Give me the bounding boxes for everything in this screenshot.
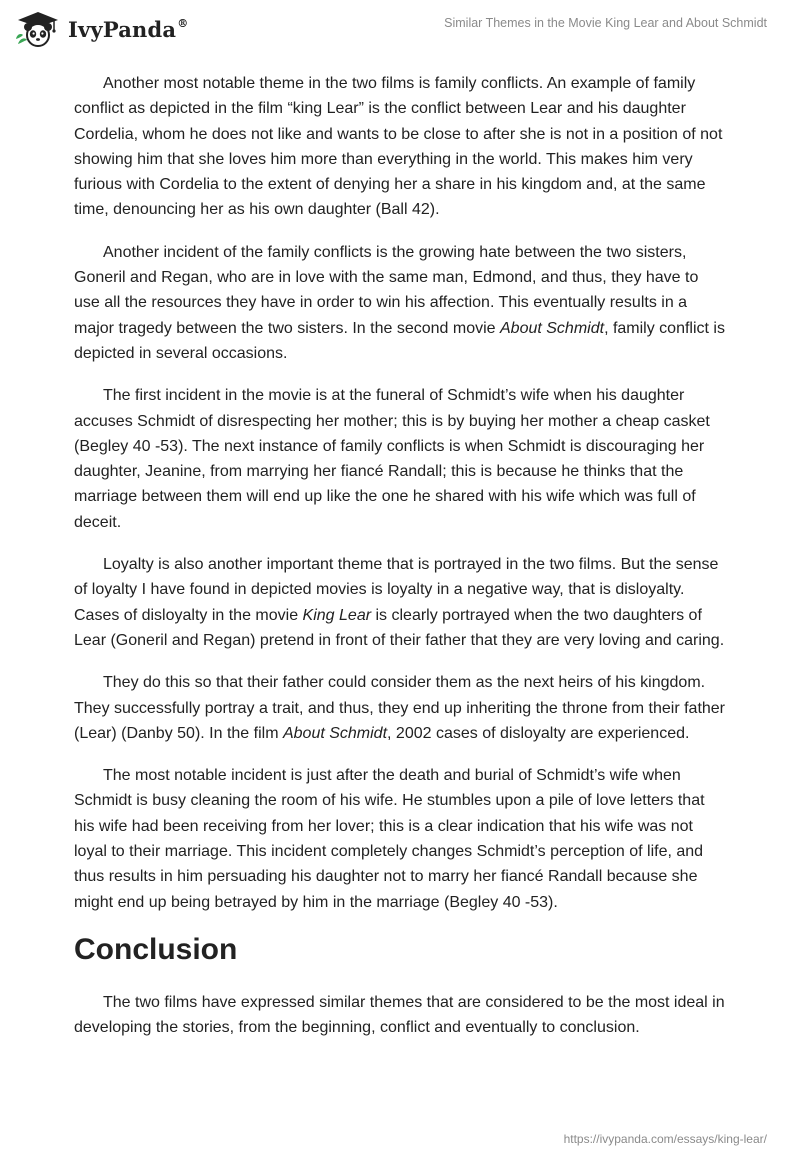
film-title-italic: King Lear — [302, 606, 372, 624]
text-run: , family conflict is depicted in several occasions. — [74, 319, 725, 362]
page-header — [0, 0, 800, 64]
brand-name — [68, 17, 188, 42]
text-run: , 2002 cases of disloyalty are experienced. — [387, 724, 690, 742]
text-run: Another incident of the family conflicts is the growing hate between the two sisters, Goneril and Regan, who are in love with the same man, Edmond, and thus, they have to use all the resources they have in order to win his affection. This eventually results in a major tragedy between the two sisters. In the second movie — [74, 243, 699, 337]
source-url-link[interactable]: https://ivypanda.com/essays/king-lear/ — [563, 1132, 767, 1146]
text-run: They do this so that their father could consider them as the next heirs of his kingdom. They successfully portray a trait, and thus, they end up inheriting the throne from their father (Lear) (Danby 50). In the film — [74, 674, 726, 742]
film-title-italic: About Schmidt — [282, 724, 388, 742]
film-title-italic: About Schmidt — [500, 319, 605, 337]
paragraph-family-conflicts: Another most notable theme in the two films is family conflicts. An example of family conflict as depicted in the film “king Lear” is the conflict between Lear and his daughter Cordelia, whom he does not like and wants to be close to after she is not in a position of not showing him that she loves him more than everything in the world. This makes him very furious with Cordelia to the extent of denying her a share in his kingdom and, at the same time, denouncing her as his own daughter (Ball 42). — [74, 75, 723, 219]
panda-graduate-icon — [14, 10, 62, 48]
text-run: is clearly portrayed when the two daughters of Lear (Goneril and Regan) pretend in front of their father that they are very loving and caring. — [74, 606, 725, 649]
paragraph-funeral-incident: The first incident in the movie is at the funeral of Schmidt’s wife when his daughter accuses Schmidt of disrespecting her mother; this is by buying her mother a cheap casket (Begley 40 -53). The next instance of family conflicts is when Schmidt is discouraging her daughter, Jeanine, from marrying her fiancé Randall; this is because he thinks that the marriage between them will end up like the one he shared with his wife which was full of deceit. — [74, 387, 710, 531]
paragraph-conclusion: The two films have expressed similar themes that are considered to be the most ideal in developing the stories, from the beginning, conflict and eventually to conclusion. — [74, 993, 725, 1037]
document-title: Similar Themes in the Movie King Lear and About Schmidt — [444, 16, 767, 30]
brand-text: IvyPanda — [68, 16, 177, 42]
brand-logo[interactable] — [14, 10, 188, 48]
paragraph-heirs — [74, 670, 726, 746]
paragraph-sisters-conflict — [74, 240, 726, 366]
text-run: Loyalty is also another important theme that is portrayed in the two films. But the sense of loyalty I have found in depicted movies is loyalty in a negative way, that is disloyalty. Cases of disloyalty in the movie — [74, 556, 719, 624]
conclusion-heading: Conclusion — [74, 932, 238, 966]
paragraph-loyalty — [74, 552, 726, 653]
paragraph-love-letters: The most notable incident is just after the death and burial of Schmidt’s wife when Schmidt is busy cleaning the room of his wife. He stumbles upon a pile of love letters that his wife had been receiving from her lover; this is a clear indication that his wife was not loyal to their marriage. This incident completely changes Schmidt’s perception of life, and thus results in him persuading his daughter not to marry her fiancé Randall because she might end up being betrayed by him in the marriage (Begley 40 -53). — [74, 767, 705, 911]
trademark-mark: ® — [177, 16, 189, 30]
essay-body — [74, 71, 726, 1058]
